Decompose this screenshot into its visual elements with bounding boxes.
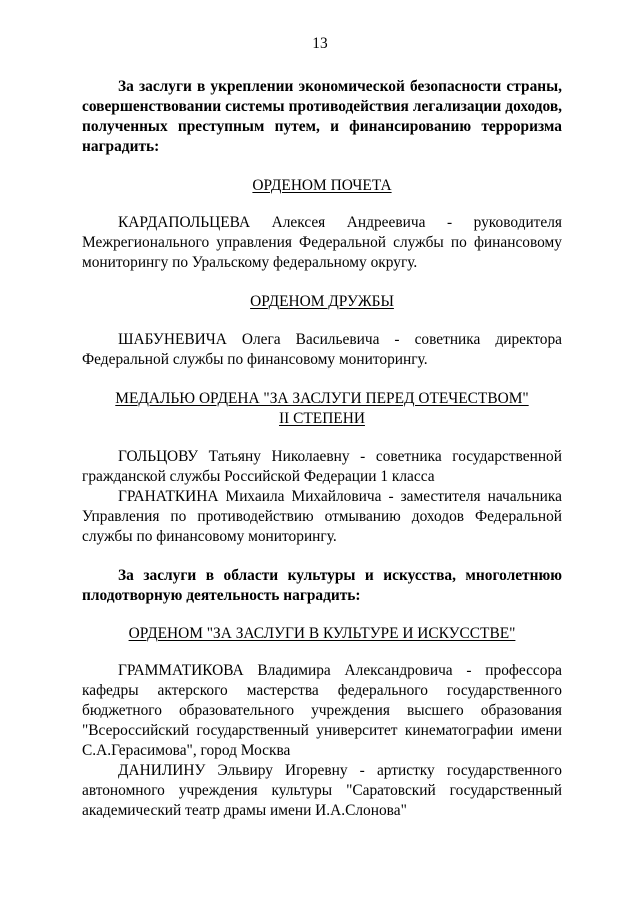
- award-recipient-kardapoltsev: КАРДАПОЛЬЦЕВА Алексея Андреевича - руководителя Межрегионального управления Федеральной службы по финансовому мониторингу по Уральскому федеральному округу.: [82, 214, 562, 271]
- award-recipient-shabunevich: ШАБУНЕВИЧА Олега Васильевича - советника директора Федеральной службы по финансовому мониторингу.: [82, 331, 562, 368]
- award-heading-order-of-honor: ОРДЕНОМ ПОЧЕТА: [252, 177, 392, 194]
- award-recipient-goltsova: ГОЛЬЦОВУ Татьяну Николаевну - советника государственной гражданской службы Российской Федерации 1 класса: [82, 448, 562, 485]
- award-heading-line-2: II СТЕПЕНИ: [279, 410, 365, 427]
- award-heading-order-of-friendship: ОРДЕНОМ ДРУЖБЫ: [250, 293, 394, 310]
- page-number: 13: [312, 35, 328, 52]
- award-recipient-grammatikov: ГРАММАТИКОВА Владимира Александровича - профессора кафедры актерского мастерства федерального государственного бюджетного образовательного учреждения высшего образования "Всероссийский государственный университет кинематографии имени С.А.Герасимова", город Москва: [82, 662, 562, 759]
- award-recipient-danilina: ДАНИЛИНУ Эльвиру Игоревну - артистку государственного автономного учреждения культуры "Саратовский государственный академический театр драмы имени И.А.Слонова": [82, 762, 562, 819]
- award-heading-order-merit-culture: ОРДЕНОМ "ЗА ЗАСЛУГИ В КУЛЬТУРЕ И ИСКУССТВЕ": [128, 625, 516, 642]
- section-intro-culture-arts: За заслуги в области культуры и искусства, многолетнюю плодотворную деятельность наградить:: [82, 567, 562, 604]
- section-intro-economic-security: За заслуги в укреплении экономической безопасности страны, совершенствовании системы противодействия легализации доходов, полученных преступным путем, и финансированию терроризма наградить:: [82, 78, 562, 155]
- award-heading-medal-merit-fatherland: [82, 389, 562, 429]
- award-recipient-granatkin: ГРАНАТКИНА Михаила Михайловича - заместителя начальника Управления по противодействию отмыванию доходов Федеральной службы по финансовому мониторингу.: [82, 488, 562, 545]
- award-heading-line-1: МЕДАЛЬЮ ОРДЕНА "ЗА ЗАСЛУГИ ПЕРЕД ОТЕЧЕСТВОМ": [115, 390, 529, 407]
